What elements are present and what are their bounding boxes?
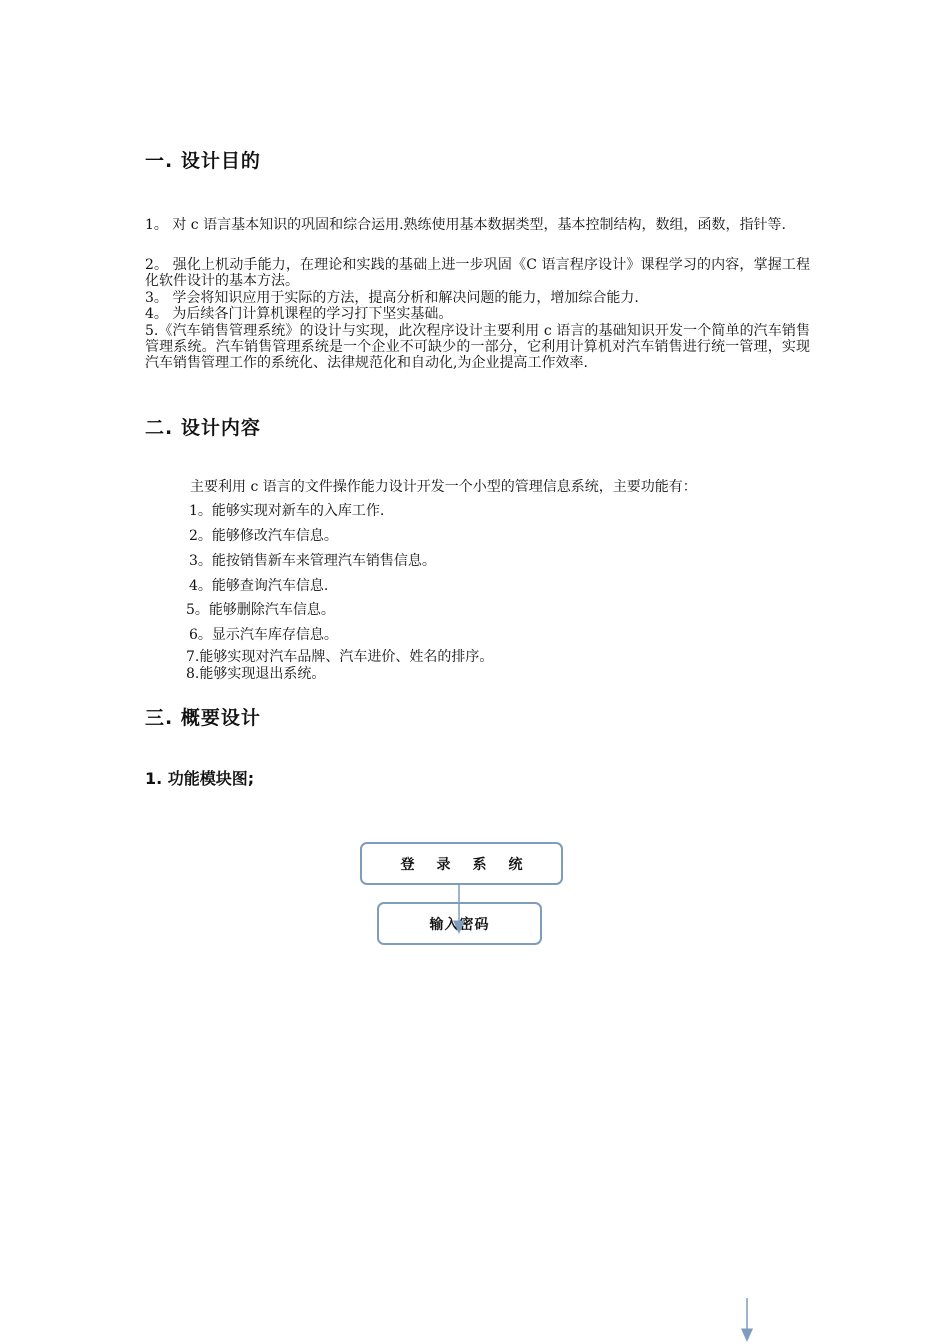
content-item-3: 3。能按销售新车来管理汽车销售信息。 xyxy=(189,553,436,569)
subheading-module-diagram: 1. 功能模块图; xyxy=(145,769,255,788)
content-item-5: 5。能够删除汽车信息。 xyxy=(186,602,335,618)
content-item-8: 8.能够实现退出系统。 xyxy=(186,666,326,682)
diagram-node-login-system xyxy=(360,842,563,885)
content-item-7: 7.能够实现对汽车品牌、汽车进价、姓名的排序。 xyxy=(186,649,494,665)
content-item-4: 4。能够查询汽车信息. xyxy=(189,578,329,594)
content-intro: 主要利用 c 语言的文件操作能力设计开发一个小型的管理信息系统，主要功能有： xyxy=(190,479,697,495)
content-item-6: 6。显示汽车库存信息。 xyxy=(189,627,338,643)
purpose-item-5: 5.《汽车销售管理系统》的设计与实现，此次程序设计主要利用 c 语言的基础知识开发一个简单的汽车销售管理系统。汽车销售管理系统是一个企业不可缺少的一部分，它利用计算机对汽车销售进行统一管理，实现汽车销售管理工作的系统化、法律规范化和自动化,为企业提高工作效率. xyxy=(145,323,810,371)
diagram-node-enter-password xyxy=(377,902,542,945)
purpose-item-1: 1。 对 c 语言基本知识的巩固和综合运用.熟练使用基本数据类型，基本控制结构，数组，函数，指针等. xyxy=(145,217,786,233)
purpose-item-4: 4。 为后续各门计算机课程的学习打下坚实基础。 xyxy=(145,306,453,322)
purpose-item-3: 3。 学会将知识应用于实际的方法，提高分析和解决问题的能力，增加综合能力. xyxy=(145,290,639,306)
purpose-item-2: 2。 强化上机动手能力，在理论和实践的基础上进一步巩固《C 语言程序设计》课程学习的内容，掌握工程化软件设计的基本方法。 xyxy=(145,257,810,289)
section-heading-outline-design: 三. 概要设计 xyxy=(145,707,261,729)
section-heading-design-content: 二. 设计内容 xyxy=(145,417,261,439)
diagram-node-enter-password-label: 输入密码 xyxy=(429,916,490,933)
content-item-1: 1。能够实现对新车的入库工作. xyxy=(189,503,385,519)
content-item-2: 2。能够修改汽车信息。 xyxy=(189,528,338,544)
diagram-node-login-system-label: 登录系统 xyxy=(400,856,545,873)
section-heading-design-purpose: 一. 设计目的 xyxy=(145,150,261,172)
